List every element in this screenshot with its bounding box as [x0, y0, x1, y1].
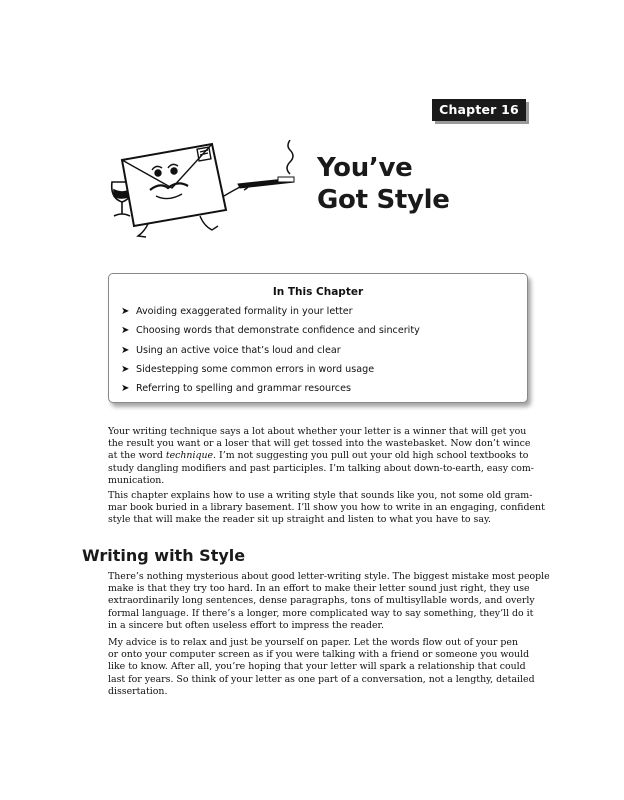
in-this-chapter-box — [108, 273, 528, 403]
text-line — [108, 450, 528, 462]
text-line: This chapter explains how to use a writing style that sounds like you, not some old gram- — [108, 490, 533, 501]
in-this-chapter-list — [109, 302, 527, 398]
list-item — [121, 341, 527, 360]
envelope-character-smoking-icon — [108, 140, 308, 240]
text-line: last for years. So think of your letter as one part of a conversation, not a lengthy, detailed — [108, 673, 535, 685]
arrowhead-icon: ➤ — [121, 363, 130, 375]
arrowhead-icon: ➤ — [121, 344, 130, 356]
text-line: style that will make the reader sit up straight and listen to what you have to say. — [108, 514, 491, 526]
intro-paragraph-2 — [108, 490, 545, 527]
arrowhead-icon: ➤ — [121, 383, 130, 395]
section-heading: Writing with Style — [82, 546, 246, 565]
chapter-title — [317, 152, 450, 216]
text-line: formal language. If there’s a longer, more complicated way to say something, they’ll do it — [108, 607, 534, 619]
list-item — [121, 321, 527, 340]
list-item-text: Sidestepping some common errors in word usage — [136, 363, 375, 375]
text-line: munication. — [108, 474, 165, 486]
text-line: extraordinarily long sentences, dense paragraphs, tons of multisyllable words, and overly — [108, 595, 535, 607]
chapter-label: Chapter 16 — [432, 99, 526, 121]
chapter-title-line-1: You’ve — [317, 153, 413, 183]
in-this-chapter-heading: In This Chapter — [272, 286, 364, 298]
section-paragraph-1 — [108, 571, 550, 632]
text-line: make is that they try too hard. In an effort to make their letter sound just right, they use — [108, 583, 530, 595]
text-line: like to know. After all, you’re hoping that your letter will spark a relationship that could — [108, 661, 526, 673]
list-item-text: Using an active voice that’s loud and clear — [136, 344, 341, 356]
intro-paragraph-1 — [108, 426, 534, 487]
section-paragraph-2 — [108, 637, 535, 698]
text-line: My advice is to relax and just be yourself on paper. Let the words flow out of your pen — [108, 637, 518, 648]
list-item-text: Avoiding exaggerated formality in your letter — [136, 306, 353, 317]
emphasized-word: technique — [165, 450, 214, 462]
list-item-text: Choosing words that demonstrate confidence and sincerity — [136, 325, 420, 337]
text-line: There’s nothing mysterious about good letter-writing style. The biggest mistake most people — [108, 571, 550, 582]
arrowhead-icon: ➤ — [121, 306, 130, 317]
chapter-title-line-2: Got Style — [317, 185, 450, 215]
list-item — [121, 360, 527, 379]
list-item-text: Referring to spelling and grammar resources — [136, 383, 351, 395]
text-run: . I’m not suggesting you pull out your old high school textbooks to — [213, 450, 529, 462]
text-line: the result you want or a loser that will get tossed into the wastebasket. Now don’t wince — [108, 438, 531, 450]
text-line: study dangling modifiers and past participles. I’m talking about down-to-earth, easy com- — [108, 462, 534, 474]
text-run: at the word — [108, 450, 166, 462]
text-line: in a sincere but often useless effort to impress the reader. — [108, 619, 384, 631]
text-line: dissertation. — [108, 685, 168, 697]
arrowhead-icon: ➤ — [121, 325, 130, 337]
list-item — [121, 379, 527, 398]
text-line: mar book buried in a library basement. I’ll show you how to write in an engaging, confident — [108, 502, 545, 514]
list-item — [121, 302, 527, 321]
text-line: Your writing technique says a lot about whether your letter is a winner that will get you — [108, 426, 527, 437]
text-line: or onto your computer screen as if you were talking with a friend or someone you would — [108, 649, 530, 661]
